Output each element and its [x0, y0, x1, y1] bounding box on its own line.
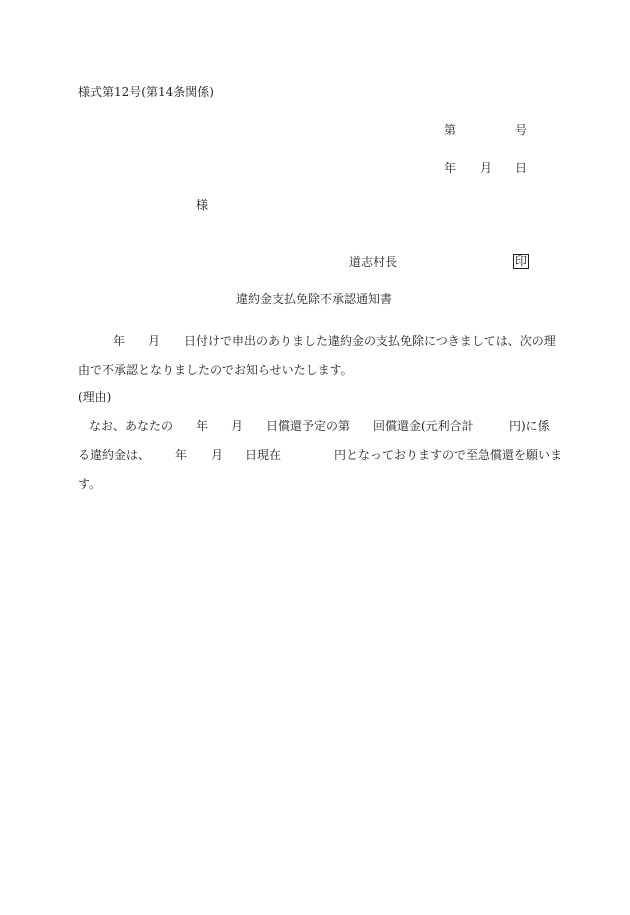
reason-label: (理由)	[78, 390, 112, 404]
p2-line3: す。	[78, 477, 102, 491]
p2-line2-c: 円となっておりますので至急償還を願いま	[334, 448, 563, 462]
p2-line1-b: 日償還予定の第	[266, 419, 351, 433]
p2-line2-year: 年	[175, 448, 188, 462]
p1-year: 年	[113, 334, 126, 348]
p2-line2-month: 月	[211, 448, 224, 462]
date-day: 日	[515, 161, 528, 175]
date-year: 年	[444, 161, 457, 175]
doc-no-prefix: 第	[444, 123, 457, 137]
doc-no-suffix: 号	[515, 123, 528, 137]
seal-mark	[513, 254, 529, 269]
p2-line1-year: 年	[196, 419, 209, 433]
p1-line1-text: 日付けで申出のありました違約金の支払免除につきましては、次の理	[184, 334, 556, 348]
p1-month: 月	[148, 334, 161, 348]
p2-line1-a: なお、あなたの	[89, 419, 174, 433]
addressee-suffix: 様	[196, 198, 209, 212]
date-month: 月	[480, 161, 493, 175]
p2-line2-b: 日現在	[245, 448, 282, 462]
p1-line2-text: 由で不承認となりましたのでお知らせいたします。	[78, 363, 353, 377]
form-number: 様式第12号(第14条関係)	[78, 85, 214, 99]
p2-line1-d: 円)に係	[509, 419, 550, 433]
issuer-name: 道志村長	[349, 255, 398, 269]
p2-line2-a: る違約金は、	[78, 448, 151, 462]
p2-line1-c: 回償還金(元利合計	[373, 419, 474, 433]
p2-line1-month: 月	[231, 419, 244, 433]
document-title: 違約金支払免除不承認通知書	[236, 292, 393, 306]
seal-text: 印	[515, 254, 528, 268]
